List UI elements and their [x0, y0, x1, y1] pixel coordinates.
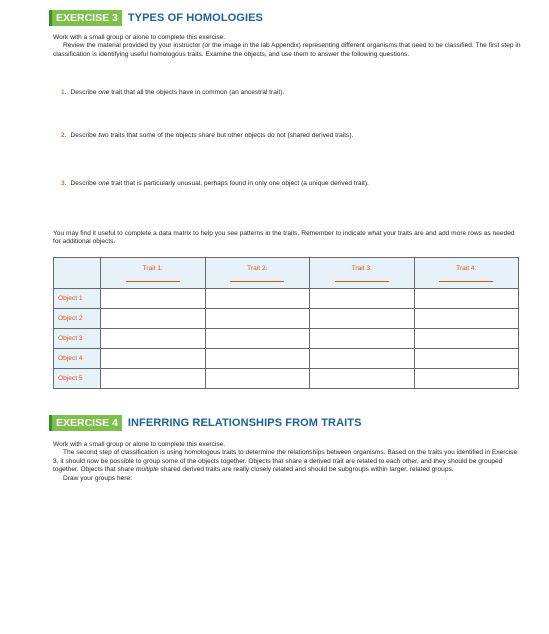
question-2-number: 2. — [61, 132, 67, 139]
matrix-cell[interactable] — [101, 329, 206, 349]
matrix-row-object-1 — [54, 289, 519, 309]
question-3-text-b: trait that is particularly unusual, perhaps found in only one object (a unique derived trait). — [109, 180, 369, 187]
trait-2-header[interactable] — [205, 258, 310, 289]
matrix-instructions: You may find it useful to complete a data matrix to help you see patterns in the traits. Remember to indicate what your traits are and add more rows as needed for additional objects. — [53, 230, 515, 246]
matrix-cell[interactable] — [101, 369, 206, 389]
object-3-label: Object 3 — [54, 329, 101, 349]
matrix-cell[interactable] — [414, 369, 519, 389]
trait-1-header[interactable] — [101, 258, 206, 289]
trait-4-blank-line — [439, 281, 493, 282]
matrix-cell[interactable] — [101, 349, 206, 369]
object-2-label: Object 2 — [54, 309, 101, 329]
exercise-3-badge: EXERCISE 3 — [49, 10, 122, 26]
trait-2-label: Trait 2: — [247, 265, 268, 272]
matrix-cell[interactable] — [101, 289, 206, 309]
object-5-label: Object 5 — [54, 369, 101, 389]
matrix-cell[interactable] — [414, 289, 519, 309]
question-1-emphasis: one — [98, 89, 110, 96]
question-2-text-b: traits that some of the objects share but other objects do not (shared derived traits). — [108, 132, 354, 139]
matrix-cell[interactable] — [205, 289, 310, 309]
trait-4-header[interactable] — [414, 258, 519, 289]
question-3 — [61, 180, 369, 188]
object-4-label: Object 4 — [54, 349, 101, 369]
trait-data-matrix — [53, 257, 519, 389]
question-3-emphasis: one — [98, 180, 110, 187]
drawing-area[interactable] — [53, 512, 518, 622]
exercise-4-badge: EXERCISE 4 — [49, 415, 122, 431]
exercise-3-intro-line2: Review the material provided by your instructor (or the image in the lab Appendix) representing different organisms that need to be classified. The first step in classification is identifying useful homologous traits. Examine the objects, and use them to answer the following questions. — [53, 42, 521, 58]
exercise-4-intro-line1: Work with a small group or alone to complete this exercise. — [53, 441, 226, 448]
question-1-number: 1. — [61, 89, 67, 96]
question-1-text-b: trait that all the objects have in common (an ancestral trait). — [109, 89, 285, 96]
matrix-cell[interactable] — [205, 329, 310, 349]
exercise-4-body-text-a: The second step of classification is using homologous traits to determine the relationships between organisms. Based on the traits you identified in Exercise 3, it should now be possible to group some of the objects together. Objects that share a derived trait are related to each other, and they should be grouped together. Objects that share — [53, 449, 518, 474]
matrix-cell[interactable] — [414, 329, 519, 349]
exercise-4-body-emphasis: multiple — [135, 466, 159, 474]
exercise-3-intro-line1: Work with a small group or alone to complete this exercise. — [53, 34, 226, 41]
matrix-cell[interactable] — [310, 289, 415, 309]
matrix-cell[interactable] — [205, 349, 310, 369]
exercise-3-intro — [53, 34, 523, 59]
exercise-4-body-text-b: shared derived traits are really closely related and should be subgroups within larger, related groups. — [158, 466, 454, 474]
matrix-cell[interactable] — [414, 349, 519, 369]
object-1-label: Object 1 — [54, 289, 101, 309]
matrix-row-object-5 — [54, 369, 519, 389]
question-3-text-a: Describe — [70, 180, 99, 187]
matrix-row-object-2 — [54, 309, 519, 329]
trait-1-blank-line — [126, 281, 180, 282]
question-1 — [61, 89, 284, 97]
exercise-4-title: INFERRING RELATIONSHIPS FROM TRAITS — [127, 417, 362, 429]
draw-groups-prompt: Draw your groups here: — [63, 474, 132, 482]
matrix-cell[interactable] — [310, 309, 415, 329]
trait-3-blank-line — [335, 281, 389, 282]
question-2-emphasis: two — [98, 132, 109, 139]
matrix-header-row — [54, 258, 519, 289]
matrix-cell[interactable] — [414, 309, 519, 329]
matrix-cell[interactable] — [205, 369, 310, 389]
matrix-cell[interactable] — [310, 369, 415, 389]
exercise-3-header — [49, 10, 263, 26]
question-2-text-a: Describe — [70, 132, 99, 139]
trait-4-label: Trait 4: — [456, 265, 477, 272]
matrix-cell[interactable] — [205, 309, 310, 329]
trait-1-label: Trait 1: — [142, 265, 163, 272]
matrix-row-object-4 — [54, 349, 519, 369]
exercise-4-header — [49, 415, 362, 431]
matrix-cell[interactable] — [310, 349, 415, 369]
exercise-3-title: TYPES OF HOMOLOGIES — [127, 12, 263, 24]
matrix-cell[interactable] — [310, 329, 415, 349]
exercise-4-body — [53, 441, 523, 483]
trait-3-label: Trait 3: — [351, 265, 372, 272]
matrix-corner-cell — [54, 258, 101, 289]
question-1-text-a: Describe — [70, 89, 99, 96]
trait-3-header[interactable] — [310, 258, 415, 289]
matrix-cell[interactable] — [101, 309, 206, 329]
trait-2-blank-line — [230, 281, 284, 282]
question-3-number: 3. — [61, 180, 67, 187]
matrix-row-object-3 — [54, 329, 519, 349]
question-2 — [61, 132, 353, 140]
